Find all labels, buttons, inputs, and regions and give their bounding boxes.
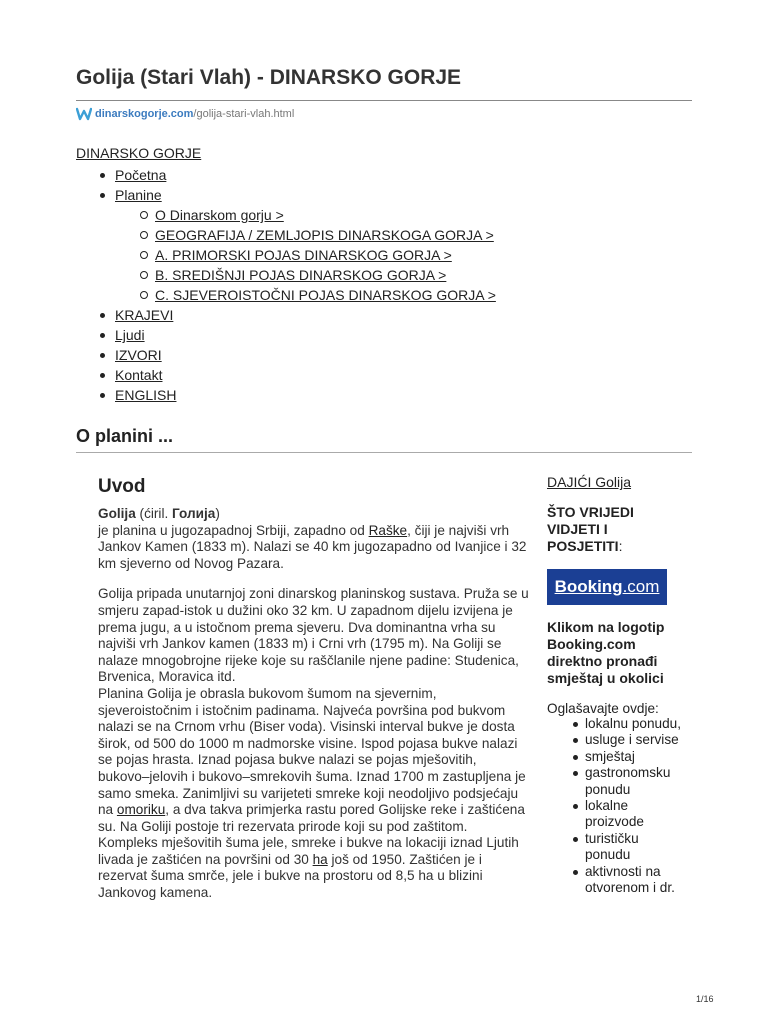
nav-item-ljudi [100,325,496,345]
nav-link-o-dinarskom-gorju[interactable]: O Dinarskom gorju > [155,207,284,223]
forest-text-cont: , a dva takva primjerka rastu pored Golijske reke i zaštićena su. Na Goliji postoje tri rezervata prirode koji su pod zaštitom. Kompleks mješovitih šuma jele, smreke i bukve na lokaciji iznad Ljutih livada je zaštićen na površini od 30 [98,802,525,867]
forest-text-end: još od 1950. Zaštićen je i rezervat šuma smrče, jele i bukve na prostoru od 8,5 ha u blizini Jankovog kamena. [98,851,483,901]
site-home-link[interactable]: DINARSKO GORJE [76,145,202,161]
booking-description: Klikom na logotip Booking.com direktno pronađi smještaj u okolici [547,619,665,686]
section-divider [76,452,692,453]
list-item: lokalnu ponudu, [573,716,687,732]
forest-text: Planina Golija je obrasla bukovom šumom na sjevernim, sjeveroistočnim i istočnim padinama. Najveća površina pod bukvom nalazi se na Crnom vrhu (Biser voda). Visinski interval bukve je dosta širok, od 500 do 1000 m nadmorske visine. Ispod pojasa bukve nalazi se pojas hrasta. Iznad pojasa bukve nalazi se pojas mješovitih, bukovo–jelovih i bukovo–smrekovih šuma. Iznad 1700 m zastupljena je samo smeka. Zanimljivi su varijeteti smreke koji neodoljivo podsjećaju na [98,685,526,818]
main-content [98,476,530,902]
booking-logo-button[interactable] [547,569,667,605]
list-item: lokalne proizvode [573,798,687,831]
section-title: O planini ... [76,426,174,446]
article-subject: Golija [98,506,136,521]
nav-submenu-planine [115,205,496,305]
cyrillic-suffix: ) [215,506,220,521]
intro-text-cont: , čiji je najviši vrh Jankov Kamen (1833 m). Nalazi se 40 km jugozapadno od Ivanjice i 32 km sjeverno od Novog Pazara. [98,522,527,571]
sidebar [547,474,687,896]
page-title: Golija (Stari Vlah) - DINARSKO GORJE [76,66,462,89]
nav-link-kontakt[interactable]: Kontakt [115,367,163,383]
forest-paragraph [98,686,530,902]
dajici-golija-link[interactable]: DAJIĆI Golija [547,474,632,490]
geography-paragraph: Golija pripada unutarnjoj zoni dinarskog planinskog sustava. Pruža se u smjeru zapad-istok u dužini oko 32 km. U zapadnom dijelu izvijena je prema jugu, a u istočnom prema sjeveru. Dva dominantna vrha su najviši vrh Jankov kamen (1833 m) i Crni vrh (1795 m). Na Goliji se nalaze mnogobrojne rijeke koje su raščlanile njene padine: Studenica, Brvenica, Moravica itd. [98,586,529,685]
nav-link-sredisnji-pojas[interactable]: B. SREDIŠNJI POJAS DINARSKOG GORJA > [155,267,447,283]
list-item: aktivnosti na otvorenom i dr. [573,864,687,897]
nav-item-kontakt [100,365,496,385]
intro-text: je planina u jugozapadnoj Srbiji, zapadno od [98,522,369,538]
nav-link-krajevi[interactable]: KRAJEVI [115,307,174,323]
nav-item-english [100,385,496,405]
article-heading: Uvod [98,476,146,497]
webpage-logo-icon [76,107,92,121]
nav-subitem [140,225,496,245]
title-divider [76,100,692,101]
nav-link-pocetna[interactable]: Početna [115,167,167,183]
source-domain: dinarskogorje.com [95,108,194,120]
nav-subitem [140,205,496,225]
hectare-link[interactable]: ha [312,851,328,867]
nav-subitem [140,285,496,305]
source-path: /golija-stari-vlah.html [193,108,295,120]
booking-logo-dotcom: .com [622,577,660,596]
nav-link-ljudi[interactable]: Ljudi [115,327,145,343]
advertise-list [547,716,687,896]
what-to-see-text: ŠTO VRIJEDI VIDJETI I POSJETITI [547,504,634,554]
omorika-link[interactable]: omoriku [116,802,166,818]
raska-link[interactable]: Raške [368,522,408,538]
list-item: usluge i servise [573,732,687,748]
nav-link-izvori[interactable]: IZVORI [115,347,162,363]
nav-link-primorski-pojas[interactable]: A. PRIMORSKI POJAS DINARSKOG GORJA > [155,247,452,263]
nav-subitem [140,265,496,285]
nav-link-geografija[interactable]: GEOGRAFIJA / ZEMLJOPIS DINARSKOGA GORJA > [155,227,494,243]
page-number: 1/16 [696,994,714,1004]
what-to-see-colon: : [618,538,623,554]
nav-link-planine[interactable]: Planine [115,187,162,203]
nav-subitem [140,245,496,265]
nav-item-planine [100,185,496,305]
list-item: smještaj [573,749,687,765]
nav-link-sjeveroistocni-pojas[interactable]: C. SJEVEROISTOČNI POJAS DINARSKOG GORJA > [155,287,496,303]
nav-item-krajevi [100,305,496,325]
list-item: turističku ponudu [573,831,687,864]
booking-logo-text: Booking [554,577,623,596]
what-to-see-heading [547,504,687,555]
cyrillic-prefix: (ćiril. [135,506,173,521]
cyrillic-name: Голија [172,506,216,521]
main-navigation [100,165,496,405]
nav-item-izvori [100,345,496,365]
intro-paragraph [98,506,530,572]
nav-item-pocetna [100,165,496,185]
list-item: gastronomsku ponudu [573,765,687,798]
advertise-label: Oglašavajte ovdje: [547,701,659,716]
source-url[interactable] [76,107,294,121]
nav-link-english[interactable]: ENGLISH [115,387,177,403]
